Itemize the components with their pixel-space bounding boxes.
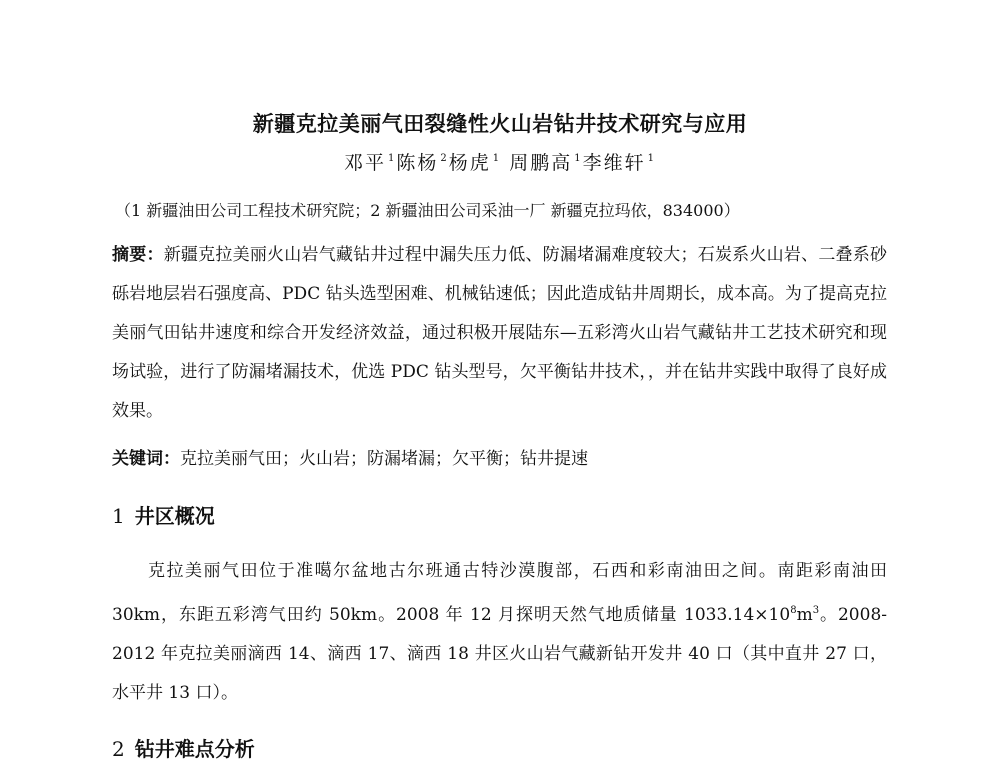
author-affiliation-mark: 1	[647, 153, 654, 164]
unit-text: m	[796, 605, 813, 625]
author-affiliation-mark: 1	[492, 153, 500, 164]
section-title: 井区概况	[134, 504, 215, 528]
section-number: 1	[112, 504, 125, 528]
author-name: 李维轩	[582, 152, 646, 174]
paragraph-text: 。2008-2012 年克拉美丽滴西 14、滴西 17、滴西 18 井区火山岩气藏新钻开发井 40 口（其中直井 27 口，水平井 13 口）。	[112, 605, 887, 703]
abstract-label: 摘要：	[112, 245, 164, 265]
section-heading	[112, 733, 255, 762]
section-number: 2	[112, 737, 125, 761]
abstract	[112, 236, 887, 431]
author-name: 陈杨	[396, 152, 439, 174]
keywords-label: 关键词：	[112, 449, 180, 469]
author-name: 周鹏高	[509, 152, 573, 174]
abstract-text: 新疆克拉美丽火山岩气藏钻井过程中漏失压力低、防漏堵漏难度较大；石炭系火山岩、二叠系砂砾岩地层岩石强度高、PDC 钻头选型困难、机械钻速低；因此造成钻井周期长，成本高。为了提高克拉美丽气田钻井速度和综合开发经济效益，通过积极开展陆东—五彩湾火山岩气藏钻井工艺技术研究和现场试验，进行了防漏堵漏技术，优选 PDC 钻头型号，欠平衡钻井技术，，并在钻井实践中取得了良好成效果。	[112, 245, 888, 421]
paragraph-text: 克拉美丽气田位于准噶尔盆地古尔班通古特沙漠腹部，石西和彩南油田之间。南距彩南油田 30km，东距五彩湾气田约 50km。2008 年 12 月探明天然气地质储量 1033.14×10	[112, 561, 887, 625]
author-affiliation-mark: 1	[574, 153, 581, 164]
author-name: 杨虎	[448, 152, 491, 174]
author-name: 邓平	[344, 152, 387, 174]
author-affiliation-mark: 2	[440, 153, 447, 164]
superscript: 8	[790, 605, 797, 616]
author-affiliation-mark: 1	[388, 153, 395, 164]
section-title: 钻井难点分析	[134, 737, 255, 761]
section-heading	[112, 500, 215, 529]
author-list	[0, 148, 1000, 175]
superscript: 3	[812, 605, 820, 616]
affiliation: （1 新疆油田公司工程技术研究院；2 新疆油田公司采油一厂 新疆克拉玛依，834000）	[115, 201, 740, 220]
keywords-text: 克拉美丽气田；火山岩；防漏堵漏；欠平衡；钻井提速	[180, 449, 588, 469]
body-paragraph	[112, 552, 887, 713]
keywords	[112, 444, 588, 469]
paper-title: 新疆克拉美丽气田裂缝性火山岩钻井技术研究与应用	[252, 112, 748, 136]
